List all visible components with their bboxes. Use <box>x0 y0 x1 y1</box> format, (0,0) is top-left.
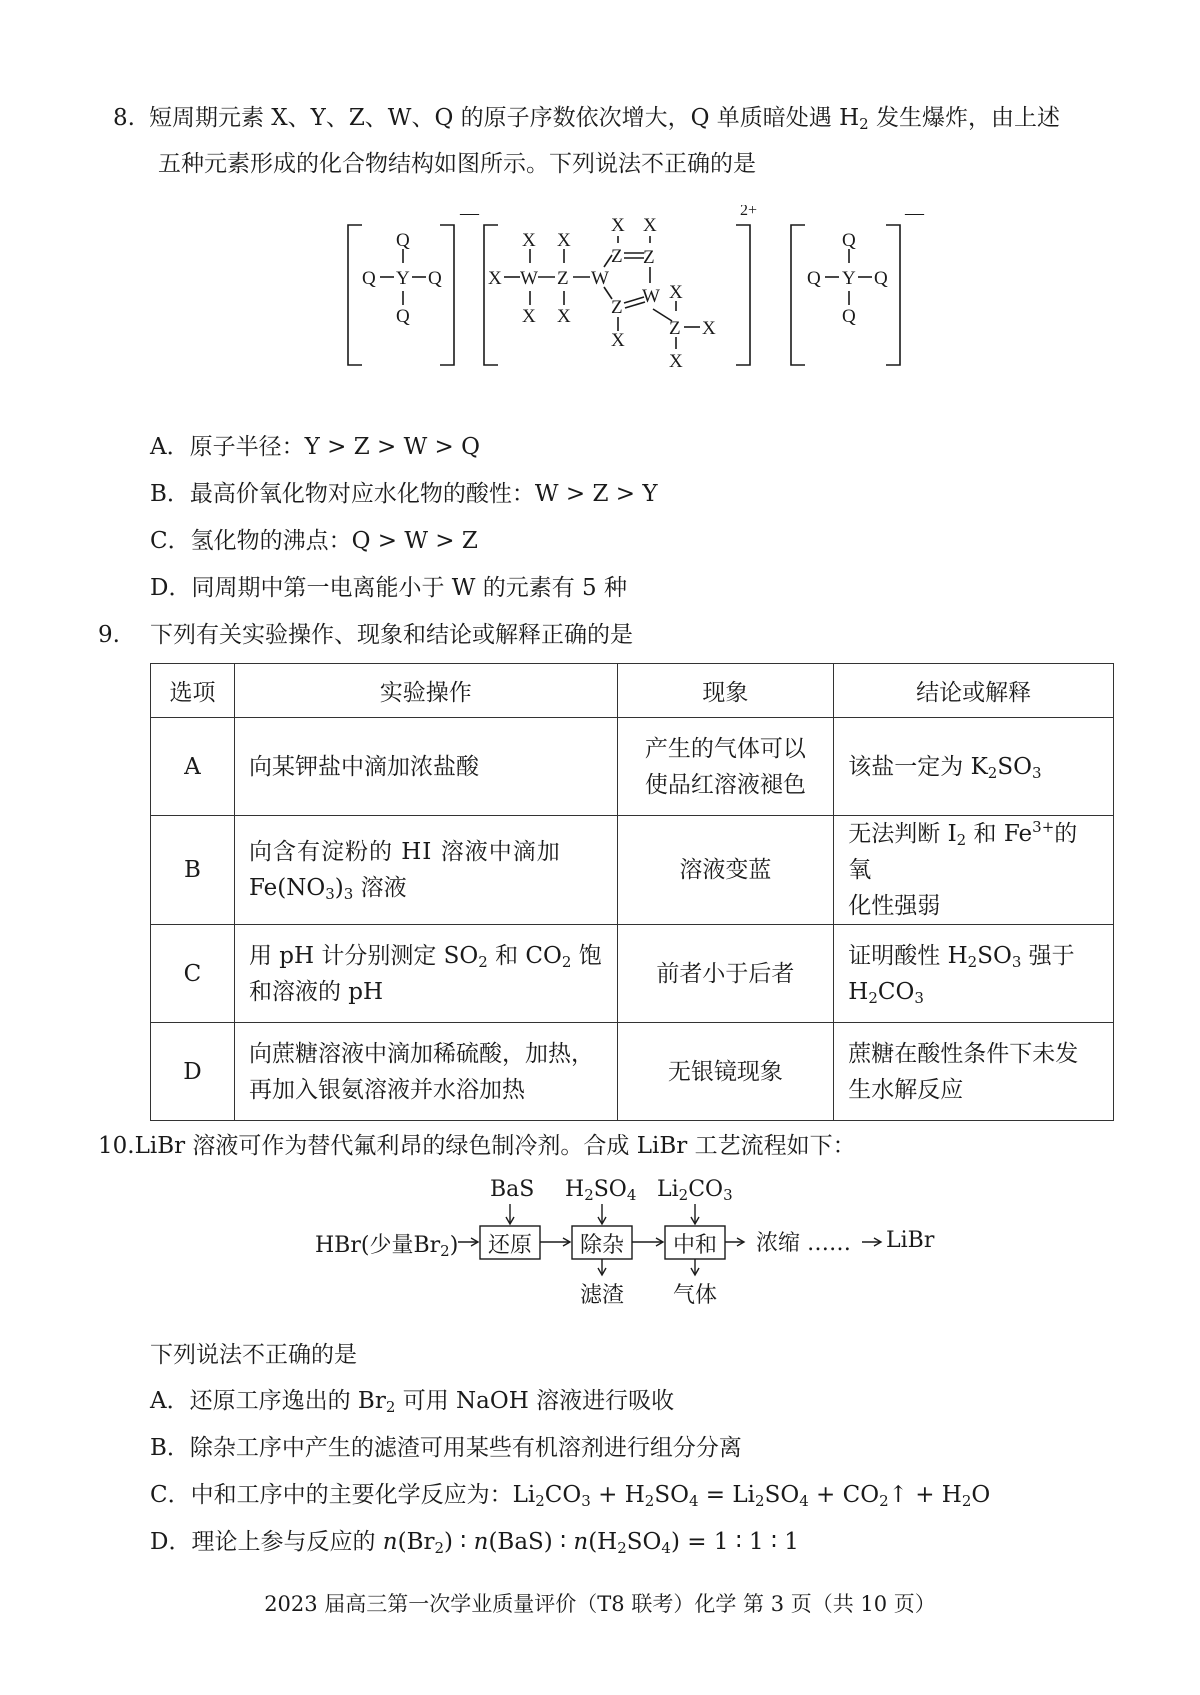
q10-option-b: B．除杂工序中产生的滤渣可用某些有机溶剂进行组分分离 <box>150 1435 742 1461</box>
svg-text:X: X <box>557 306 571 327</box>
flow-output-residue: 滤渣 <box>580 1283 625 1308</box>
svg-text:X: X <box>611 215 625 236</box>
q10-process-flow <box>300 1170 980 1310</box>
table-cell: D <box>151 1023 235 1121</box>
svg-text:Q: Q <box>842 306 856 327</box>
q8-option-a: A．原子半径：Y > Z > W > Q <box>150 434 480 460</box>
q8-line1: 8. 短周期元素 X、Y、Z、W、Q 的原子序数依次增大，Q 单质暗处遇 $H_2$ 发生爆炸，由上述 <box>113 105 1061 133</box>
svg-text:Z: Z <box>611 297 623 318</box>
table-cell: 向某钾盐中滴加浓盐酸 <box>234 718 617 816</box>
table-cell: 溶液变蓝 <box>617 816 834 925</box>
flow-input-li2co3: $Li_2CO_3$ <box>657 1177 733 1204</box>
table-row <box>151 1023 1114 1121</box>
q8-option-c: C．氢化物的沸点：Q > W > Z <box>150 528 478 554</box>
svg-text:X: X <box>669 351 683 372</box>
table-header: 现象 <box>617 664 834 718</box>
svg-text:X: X <box>557 230 571 251</box>
svg-text:Z: Z <box>611 246 623 267</box>
svg-text:Q: Q <box>396 306 410 327</box>
table-header: 结论或解释 <box>834 664 1114 718</box>
svg-text:X: X <box>643 215 657 236</box>
table-row <box>151 925 1114 1023</box>
q10-option-d: D．理论上参与反应的 $n(Br_2)$ ∶ n(BaS) ∶ $n(H_2SO_4) = 1$ ∶ 1 ∶ 1 <box>150 1529 799 1557</box>
flow-step-purification: 除杂 <box>580 1233 625 1258</box>
svg-text:W: W <box>591 268 609 289</box>
svg-text:2+: 2+ <box>740 205 758 219</box>
table-header-row <box>151 664 1114 718</box>
flow-input-bas: BaS <box>490 1177 535 1202</box>
svg-text:X: X <box>702 318 716 339</box>
q9-stem: 9. 下列有关实验操作、现象和结论或解释正确的是 <box>98 622 633 648</box>
q10-number: 10. <box>98 1133 135 1159</box>
table-cell: 前者小于后者 <box>617 925 834 1023</box>
svg-text:Z: Z <box>643 247 655 268</box>
table-cell: C <box>151 925 235 1023</box>
svg-text:Q: Q <box>396 230 410 251</box>
svg-text:X: X <box>522 230 536 251</box>
q10-prompt: 下列说法不正确的是 <box>150 1342 357 1368</box>
q8-option-d: D．同周期中第一电离能小于 W 的元素有 5 种 <box>150 575 627 601</box>
table-header: 选项 <box>151 664 235 718</box>
svg-text:X: X <box>488 268 502 289</box>
table-cell: 用 pH 计分别测定 $SO_2$ 和 $CO_2$ 饱 和溶液的 pH <box>234 925 617 1023</box>
svg-text:X: X <box>669 282 683 303</box>
svg-text:X: X <box>611 330 625 351</box>
flow-step-neutralization: 中和 <box>673 1233 718 1258</box>
svg-text:Y: Y <box>842 268 856 289</box>
svg-text:W: W <box>520 268 538 289</box>
q10-option-a: A．还原工序逸出的 $Br_2$ 可用 NaOH 溶液进行吸收 <box>150 1388 675 1416</box>
table-cell: A <box>151 718 235 816</box>
table-cell: 产生的气体可以 使品红溶液褪色 <box>617 718 834 816</box>
page-footer: 2023 届高三第一次学业质量评价（T8 联考）化学 第 3 页（共 10 页） <box>264 1592 936 1616</box>
q8-number: 8. <box>113 105 135 131</box>
table-cell: 蔗糖在酸性条件下未发 生水解反应 <box>834 1023 1114 1121</box>
q9-number: 9. <box>98 622 120 648</box>
svg-text:Q: Q <box>362 268 376 289</box>
table-header: 实验操作 <box>234 664 617 718</box>
flow-step-reduction: 还原 <box>488 1233 533 1258</box>
flow-start: HBr(少量$Br_2$) <box>315 1233 459 1260</box>
table-cell: 无银镜现象 <box>617 1023 834 1121</box>
q8-structure-figure <box>340 205 940 410</box>
svg-text:W: W <box>642 286 660 307</box>
q10-stem: 10.LiBr 溶液可作为替代氟利昂的绿色制冷剂。合成 LiBr 工艺流程如下： <box>98 1133 856 1159</box>
svg-text:Z: Z <box>557 268 569 289</box>
q10-option-c: C．中和工序中的主要化学反应为：$Li_2CO_3 + H_2SO_4 = Li_2SO_4$ + $CO_2↑ + H_2O$ <box>150 1482 991 1510</box>
svg-text:Z: Z <box>669 318 681 339</box>
table-cell: 该盐一定为 $K_2SO_3$ <box>834 718 1114 816</box>
q8-line2: 五种元素形成的化合物结构如图所示。下列说法不正确的是 <box>158 151 756 177</box>
table-cell: B <box>151 816 235 925</box>
flow-end: LiBr <box>886 1228 935 1253</box>
svg-text:Q: Q <box>874 268 888 289</box>
svg-text:—: — <box>905 205 924 224</box>
svg-text:Q: Q <box>842 230 856 251</box>
table-row <box>151 718 1114 816</box>
q9-experiment-table <box>150 663 1114 1121</box>
table-row <box>151 816 1114 925</box>
table-cell: 证明酸性 $H_2SO_3$ 强于 $H_2CO_3$ <box>834 925 1114 1023</box>
svg-text:X: X <box>522 306 536 327</box>
table-cell: 无法判断 $I_2$ 和 $Fe^{3+}$的氧 化性强弱 <box>834 816 1114 925</box>
table-cell: 向含有淀粉的 HI 溶液中滴加 $Fe(NO_3)_3$ 溶液 <box>234 816 617 925</box>
table-cell: 向蔗糖溶液中滴加稀硫酸，加热， 再加入银氨溶液并水浴加热 <box>234 1023 617 1121</box>
q8-option-b: B．最高价氧化物对应水化物的酸性：W > Z > Y <box>150 481 658 507</box>
svg-text:Y: Y <box>396 268 410 289</box>
flow-input-h2so4: $H_2SO_4$ <box>565 1177 637 1204</box>
flow-output-gas: 气体 <box>673 1283 718 1308</box>
svg-text:—: — <box>460 205 479 224</box>
svg-text:Q: Q <box>807 268 821 289</box>
svg-text:Q: Q <box>428 268 442 289</box>
flow-concentrate: 浓缩 …… <box>756 1231 851 1256</box>
